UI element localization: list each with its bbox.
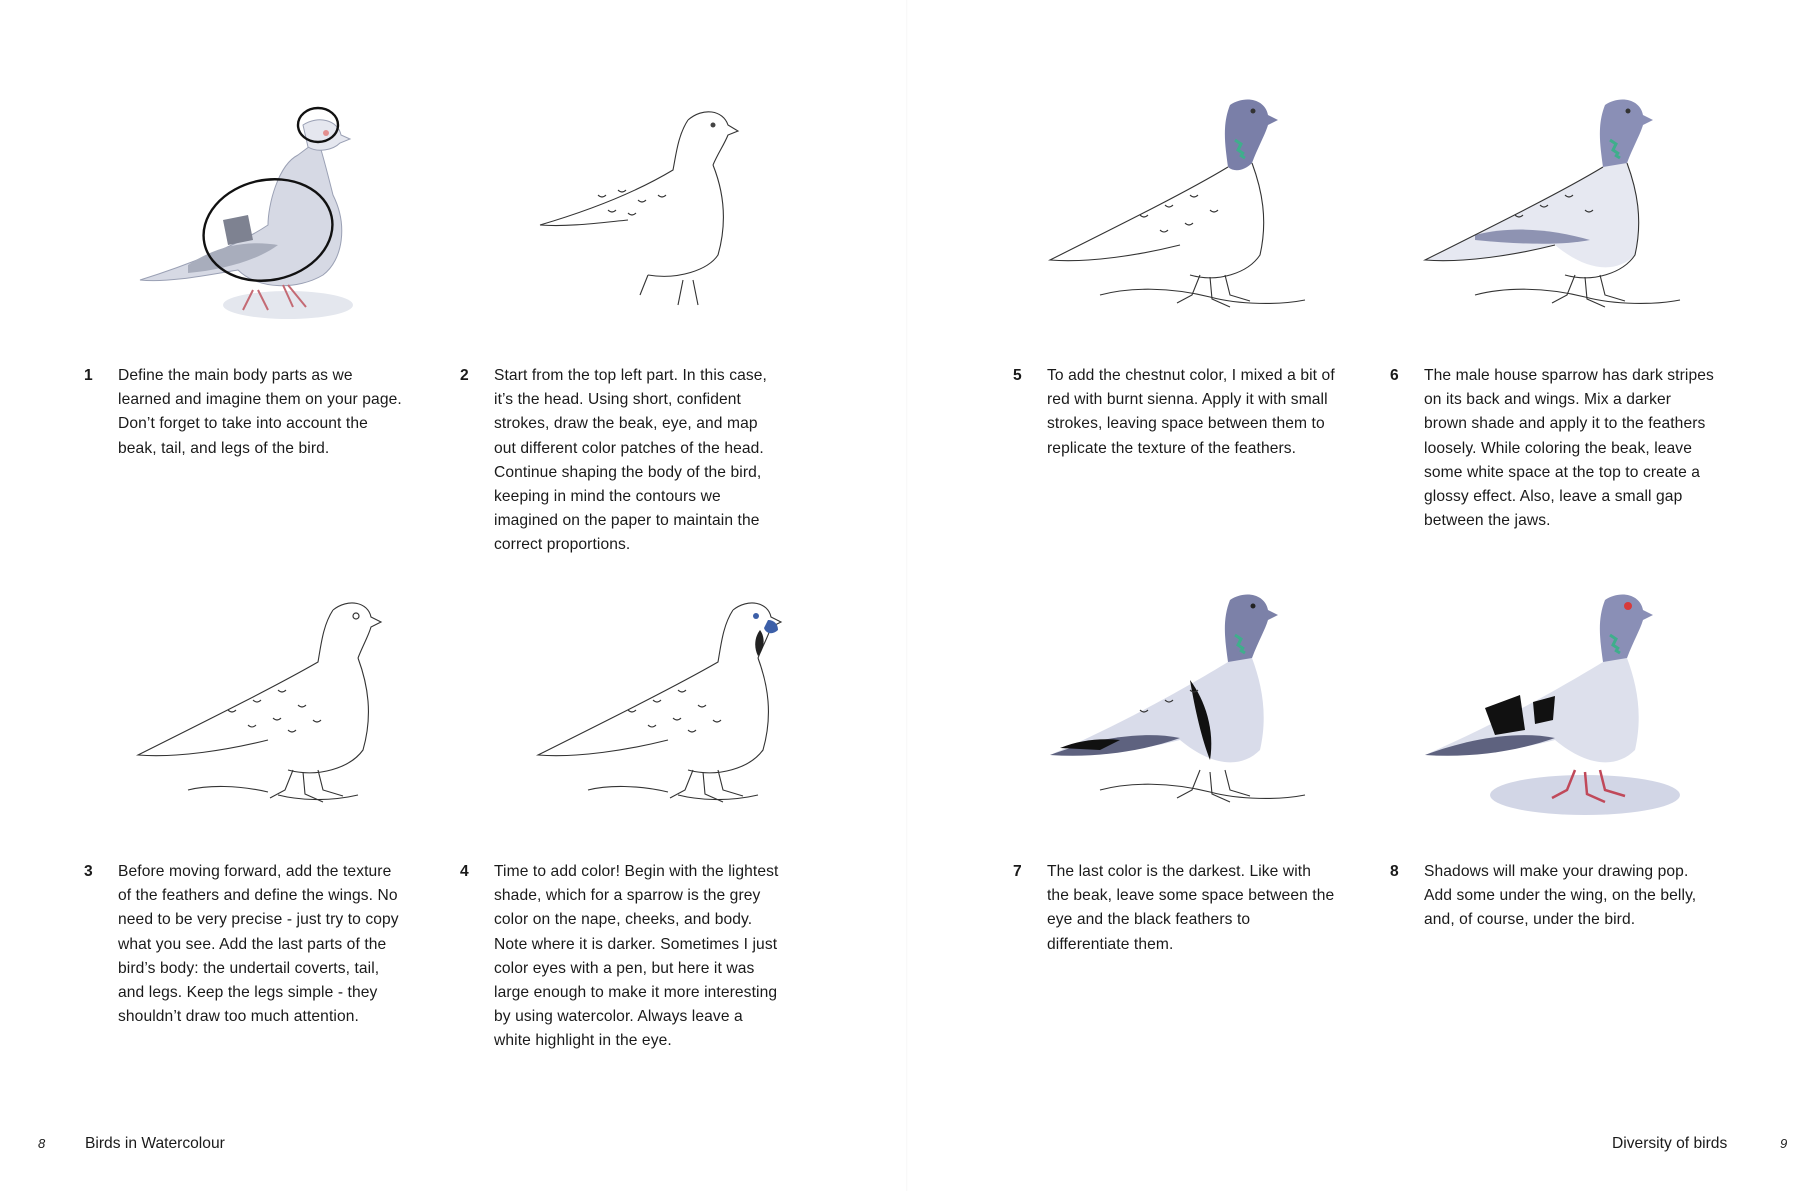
pigeon-step-1-illustration	[128, 95, 428, 335]
step-number: 1	[84, 367, 93, 384]
pigeon-step-2-illustration	[528, 95, 828, 335]
step-text: To add the chestnut color, I mixed a bit of red with burnt sienna. Apply it with small strokes, leaving space between them to replicate the texture of the feathers.	[1047, 367, 1335, 457]
right-page-number: 9	[1780, 1136, 1788, 1151]
step-number: 6	[1390, 367, 1399, 384]
step-text: The male house sparrow has dark stripes on its back and wings. Mix a darker brown shade and apply it to the feathers loosely. While coloring the beak, leave some white space at the top to create a glossy effect. Also, leave a small gap between the jaws.	[1424, 367, 1714, 530]
step-number: 5	[1013, 367, 1022, 384]
pigeon-step-8-illustration	[1415, 590, 1715, 830]
step-number: 3	[84, 863, 93, 880]
right-running-title: Diversity of birds	[1612, 1135, 1728, 1152]
step-number: 4	[460, 863, 469, 880]
step-text: Define the main body parts as we learned and imagine them on your page. Don’t forget to take into account the beak, tail, and legs of the bird.	[118, 367, 402, 457]
step-number: 7	[1013, 863, 1022, 880]
left-running-title: Birds in Watercolour	[85, 1135, 225, 1152]
step-text: The last color is the darkest. Like with the beak, leave some space between the eye and the black feathers to differentiate them.	[1047, 863, 1335, 953]
step-number: 2	[460, 367, 469, 384]
left-page-number: 8	[38, 1136, 46, 1151]
pigeon-step-4-illustration	[528, 590, 828, 830]
step-text: Shadows will make your drawing pop. Add some under the wing, on the belly, and, of course, under the bird.	[1424, 863, 1697, 929]
step-number: 8	[1390, 863, 1399, 880]
step-text: Time to add color! Begin with the lightest shade, which for a sparrow is the grey color on the nape, cheeks, and body. Note where it is darker. Sometimes I just color eyes with a pen, but here it was large enough to make it more interesting by using watercolor. Always leave a white highlight in the eye.	[494, 863, 779, 1050]
pigeon-step-7-illustration	[1040, 590, 1340, 830]
pigeon-step-5-illustration	[1040, 95, 1340, 335]
pigeon-step-3-illustration	[128, 590, 428, 830]
page-gutter	[906, 0, 908, 1191]
step-text: Start from the top left part. In this case, it’s the head. Using short, confident strokes, draw the beak, eye, and map out different color patches of the head. Continue shaping the body of the bird, keeping in mind the contours we imagined on the paper to maintain the correct proportions.	[494, 367, 767, 554]
pigeon-step-6-illustration	[1415, 95, 1715, 335]
step-text: Before moving forward, add the texture of the feathers and define the wings. No need to be very precise - just try to copy what you see. Add the last parts of the bird’s body: the undertail coverts, tail, and legs. Keep the legs simple - they shouldn’t draw too much attention.	[118, 863, 399, 1026]
